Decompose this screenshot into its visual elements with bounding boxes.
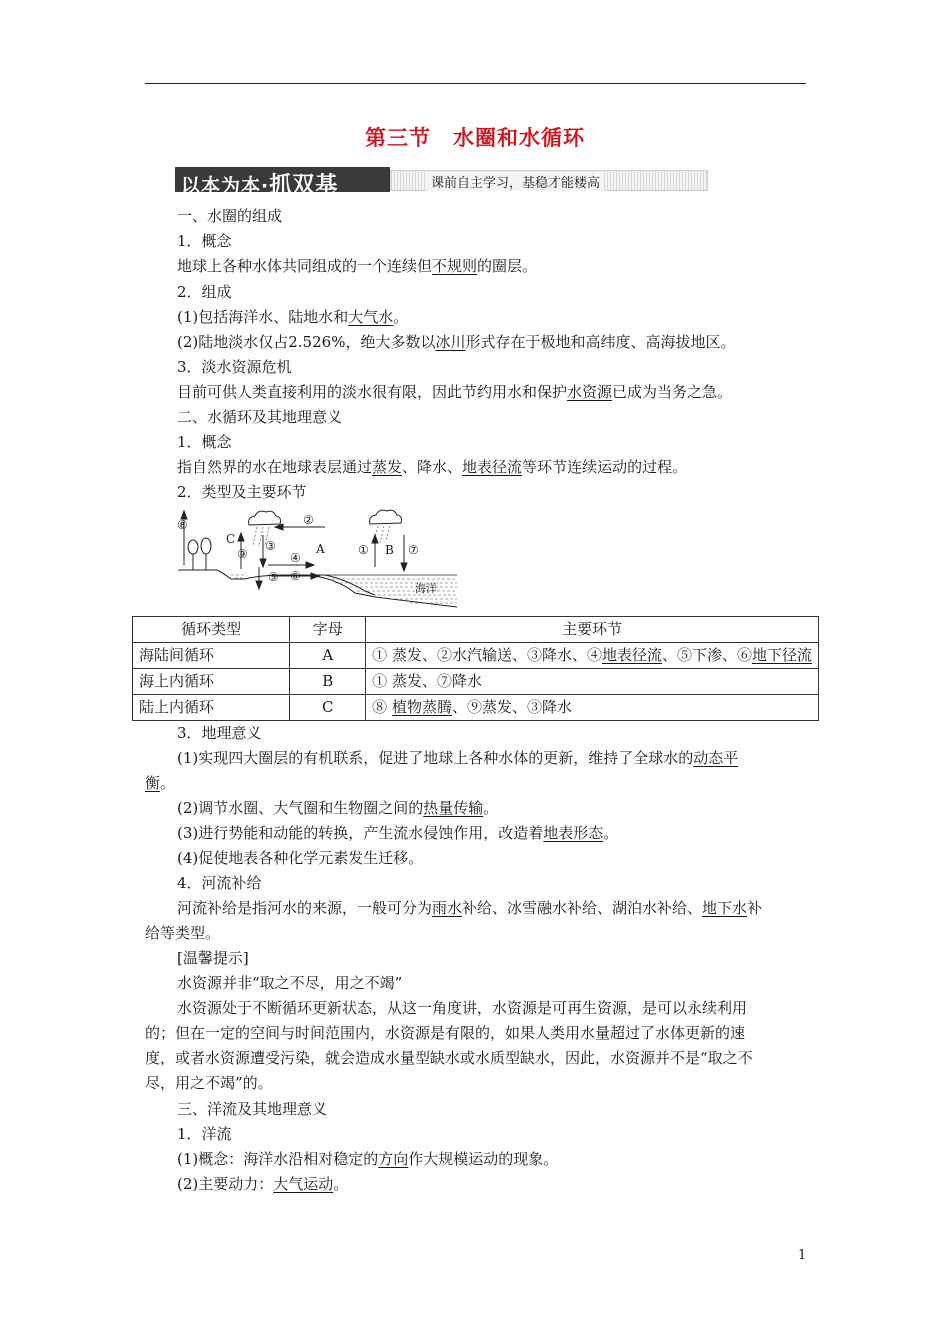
table-row <box>133 695 819 721</box>
table-cell: 海上内循环 <box>133 669 290 695</box>
table-cell: B <box>290 669 366 695</box>
section-title: 第三节 水圈和水循环 <box>365 126 585 150</box>
subheading: 1．概念 <box>177 433 232 451</box>
section-banner <box>175 167 708 198</box>
paragraph: 河流补给是指河水的来源，一般可分为雨水补给、冰雪融水补给、湖泊水补给、地下水补 <box>177 899 763 917</box>
svg-text:⑦: ⑦ <box>408 543 419 557</box>
paragraph: 目前可供人类直接利用的淡水很有限，因此节约用水和保护水资源已成为当务之急。 <box>177 383 733 401</box>
svg-text:④: ④ <box>290 551 301 565</box>
subheading: 2．组成 <box>177 283 232 301</box>
cycle-table <box>132 616 819 721</box>
svg-text:②: ② <box>303 513 314 527</box>
paragraph: 衡。 <box>145 774 176 792</box>
svg-text:⑥: ⑥ <box>290 569 301 583</box>
table-header: 循环类型 <box>133 617 290 643</box>
water-cycle-diagram <box>175 505 465 610</box>
trees-icon <box>188 538 211 570</box>
table-row <box>133 643 819 669</box>
table-cell: A <box>290 643 366 669</box>
table-cell: ⑧ 植物蒸腾、⑨蒸发、③降水 <box>366 695 819 721</box>
paragraph: 尽，用之不竭”的。 <box>145 1074 273 1092</box>
svg-text:①: ① <box>358 543 369 557</box>
table-row <box>133 669 819 695</box>
header-rule <box>145 83 806 84</box>
paragraph: (2)陆地淡水仅占2.526%，绝大多数以冰川形式存在于极地和高纬度、高海拔地区。 <box>177 333 736 351</box>
lake-water <box>231 575 247 578</box>
paragraph: (3)进行势能和动能的转换，产生流水侵蚀作用，改造着地表形态。 <box>177 824 619 842</box>
heading-3: 三、洋流及其地理意义 <box>177 1100 328 1118</box>
tip-title: 水资源并非“取之不尽，用之不竭” <box>177 974 403 992</box>
svg-text:海洋: 海洋 <box>415 582 437 595</box>
table-cell: 海陆间循环 <box>133 643 290 669</box>
heading-2: 二、水循环及其地理意义 <box>177 408 343 426</box>
table-cell: C <box>290 695 366 721</box>
paragraph: (4)促使地表各种化学元素发生迁移。 <box>177 849 424 867</box>
svg-text:⑤: ⑤ <box>268 570 279 584</box>
subheading: 1．洋流 <box>177 1125 232 1143</box>
table-header-row <box>133 617 819 643</box>
tip-heading: [温馨提示] <box>177 949 249 967</box>
paragraph: 指自然界的水在地球表层通过蒸发、降水、地表径流等环节连续运动的过程。 <box>177 458 688 476</box>
heading-1: 一、水圈的组成 <box>177 207 283 225</box>
cloud-icon <box>249 510 402 525</box>
svg-text:③: ③ <box>265 539 276 553</box>
paragraph: (2)主要动力：大气运动。 <box>177 1175 349 1193</box>
svg-text:C: C <box>226 532 236 546</box>
paragraph: 的；但在一定的空间与时间范围内，水资源是有限的，如果人类用水量超过了水体更新的速 <box>145 1024 746 1042</box>
subheading: 4．河流补给 <box>177 874 262 892</box>
banner-label <box>175 167 390 198</box>
banner-strip <box>390 170 708 191</box>
subheading: 3．淡水资源危机 <box>177 358 292 376</box>
paragraph: (1)包括海洋水、陆地水和大气水。 <box>177 308 409 326</box>
paragraph: 地球上各种水体共同组成的一个连续但不规则的圈层。 <box>177 257 538 275</box>
paragraph: (1)概念：海洋水沿相对稳定的方向作大规模运动的现象。 <box>177 1150 559 1168</box>
paragraph: (2)调节水圈、大气圈和生物圈之间的热量传输。 <box>177 799 499 817</box>
paragraph: 给等类型。 <box>145 924 221 942</box>
table-header: 字母 <box>290 617 366 643</box>
paragraph: (1)实现四大圈层的有机联系，促进了地球上各种水体的更新，维持了全球水的动态平 <box>177 749 739 767</box>
subheading: 2．类型及主要环节 <box>177 483 307 501</box>
banner-label-b: 抓双基 <box>269 173 339 198</box>
paragraph: 水资源处于不断循环更新状态，从这一角度讲，水资源是可再生资源，是可以永续利用 <box>177 999 748 1017</box>
subheading: 3．地理意义 <box>177 724 262 742</box>
paragraph: 度，或者水资源遭受污染，就会造成水量型缺水或水质型缺水，因此，水资源并不是“取之不 <box>145 1049 753 1067</box>
banner-label-a: 以本为本· <box>181 175 270 197</box>
subheading: 1．概念 <box>177 232 232 250</box>
banner-subtitle: 课前自主学习，基稳才能楼高 <box>427 172 604 191</box>
svg-text:B: B <box>385 543 394 557</box>
table-header: 主要环节 <box>366 617 819 643</box>
table-cell: ① 蒸发、②水汽输送、③降水、④地表径流、⑤下渗、⑥地下径流 <box>366 643 819 669</box>
svg-text:A: A <box>316 542 325 556</box>
page-number: 1 <box>798 1248 807 1263</box>
svg-text:⑧: ⑧ <box>177 518 188 532</box>
table-cell: 陆上内循环 <box>133 695 290 721</box>
table-cell: ① 蒸发、⑦降水 <box>366 669 819 695</box>
svg-text:⑨: ⑨ <box>237 547 248 561</box>
